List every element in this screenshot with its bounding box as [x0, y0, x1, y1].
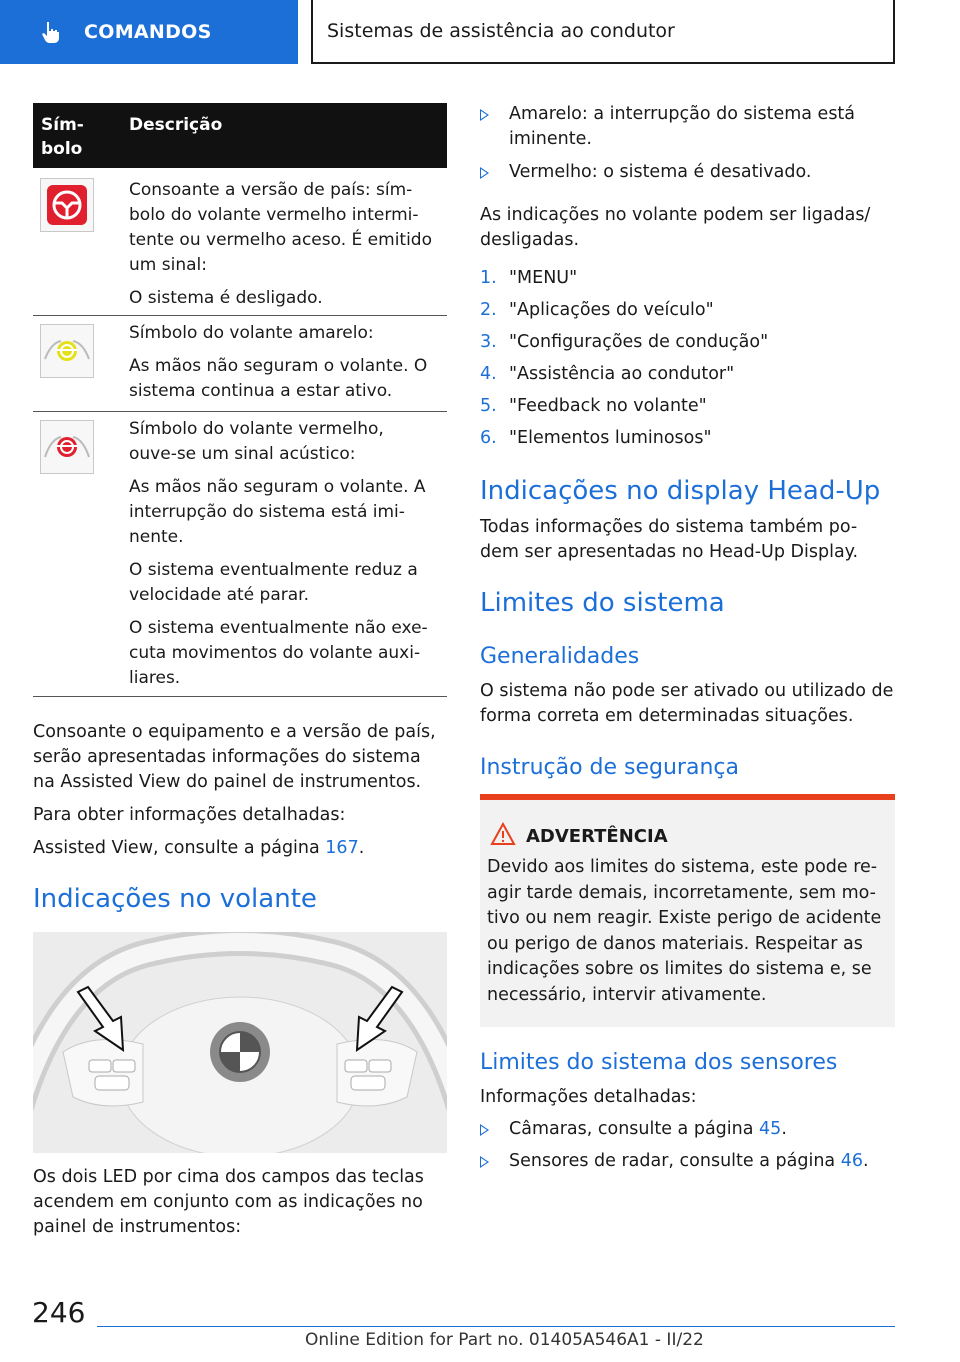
paragraph-reference: [33, 836, 453, 861]
bullet-radar-text: Sensores de radar, consulte a página: [509, 1151, 841, 1171]
page-link-167[interactable]: 167: [325, 838, 359, 858]
paragraph: Todas informações do sistema também po- dem ser apresentadas no Head-Up Display.: [480, 517, 859, 562]
bullet-triangle-icon: [480, 1124, 489, 1136]
warning-title: ADVERTÊNCIA: [526, 826, 668, 847]
row-text: Consoante a versão de país: sím- bolo do volante vermelho intermi- tente ou vermelho aceso. É emitido um sinal:: [129, 180, 432, 275]
step-number: 1.: [480, 268, 497, 288]
heading-hud: Indicações no display Head-Up: [480, 476, 881, 506]
row-description: [129, 178, 447, 319]
step-text: "Configurações de condução": [509, 332, 769, 352]
list-item: [480, 102, 897, 152]
row-text: Símbolo do volante vermelho, ouve-se um sinal acústico:: [129, 419, 384, 464]
bullet-text: Vermelho: o sistema é desativado.: [509, 162, 812, 182]
bullet-triangle-icon: [480, 167, 489, 179]
col-symbol: Sím- bolo: [41, 115, 84, 159]
reference-text: Assisted View, consulte a página: [33, 838, 326, 858]
step-number: 4.: [480, 364, 497, 384]
page-number: 246: [32, 1296, 86, 1329]
step-item: [480, 298, 897, 323]
paragraph: As indicações no volante podem ser ligadas/ desligadas.: [480, 205, 871, 250]
heading-safety: Instrução de segurança: [480, 755, 739, 780]
period: .: [863, 1151, 869, 1171]
heading-wheel-indications: Indicações no volante: [33, 884, 317, 914]
step-number: 6.: [480, 428, 497, 448]
period: .: [358, 838, 365, 858]
leds-text: [33, 1165, 453, 1240]
step-item: [480, 330, 897, 355]
section-tab: [0, 0, 298, 64]
row-text: As mãos não seguram o volante. O sistema continua a estar ativo.: [129, 356, 428, 401]
row-text: O sistema é desligado.: [129, 288, 323, 308]
row-description: [129, 321, 447, 412]
steering-wheel-yellow-icon: [40, 324, 94, 378]
bullet-cam-text: Câmaras, consulte a página: [509, 1119, 760, 1139]
chapter-title: Sistemas de assistência ao condutor: [327, 20, 675, 42]
section-tab-label: COMANDOS: [84, 21, 212, 43]
steering-wheel-red-icon: [40, 178, 94, 232]
step-item: [480, 362, 897, 387]
warning-body: Devido aos limites do sistema, este pode re- agir tarde demais, incorretamente, sem mo- tivo ou nem reagir. Existe perigo de acidente ou perigo de danos materiais. Respeitar as indicações sobre os limites do sistema e, se necessário, intervir ativamente.: [487, 857, 882, 1005]
bullet-triangle-icon: [480, 1156, 489, 1168]
steering-wheel-leds-photo: [33, 932, 447, 1153]
step-number: 2.: [480, 300, 497, 320]
step-text: "Aplicações do veículo": [509, 300, 714, 320]
symbol-table-header: [33, 103, 447, 168]
step-text: "MENU": [509, 268, 578, 288]
list-item: [480, 1149, 897, 1174]
step-item: [480, 266, 897, 291]
step-text: "Elementos luminosos": [509, 428, 712, 448]
assisted-view-text: [33, 720, 453, 861]
bullet-triangle-icon: [480, 109, 489, 121]
heading-system-limits: Limites do sistema: [480, 588, 725, 618]
sensor-info-text: [480, 1085, 900, 1110]
hud-text: [480, 515, 900, 565]
period: .: [781, 1119, 787, 1139]
heading-general: Generalidades: [480, 644, 640, 669]
led-toggle-text: [480, 203, 900, 253]
general-text: [480, 679, 900, 729]
bullet-text: Amarelo: a interrupção do sistema está iminente.: [509, 104, 856, 149]
heading-sensor-limits: Limites do sistema dos sensores: [480, 1050, 838, 1075]
step-text: "Assistência ao condutor": [509, 364, 735, 384]
page-link-45[interactable]: 45: [759, 1119, 782, 1139]
step-item: [480, 426, 897, 451]
row-text: Símbolo do volante amarelo:: [129, 323, 374, 343]
paragraph: Os dois LED por cima dos campos das teclas acendem em conjunto com as indicações no painel de instrumentos:: [33, 1167, 424, 1237]
row-text: As mãos não seguram o volante. A interrupção do sistema está imi- nente.: [129, 477, 426, 547]
footer-edition: Online Edition for Part no. 01405A546A1 - II/22: [305, 1330, 704, 1350]
paragraph: Consoante o equipamento e a versão de país, serão apresentadas informações do sistema na Assisted View do painel de instrumentos.: [33, 722, 436, 792]
row-description: [129, 417, 447, 699]
step-text: "Feedback no volante": [509, 396, 707, 416]
warning-triangle-icon: [490, 822, 516, 846]
footer-divider: [97, 1326, 895, 1327]
warning-box: [480, 794, 895, 1027]
step-item: [480, 394, 897, 419]
table-row: [33, 411, 447, 697]
page-link-46[interactable]: 46: [840, 1151, 863, 1171]
hand-pointer-icon: [38, 18, 66, 46]
list-item: [480, 1117, 897, 1142]
step-number: 3.: [480, 332, 497, 352]
steering-wheel-red-hands-icon: [40, 420, 94, 474]
table-row: [33, 168, 447, 316]
paragraph: O sistema não pode ser ativado ou utilizado de forma correta em determinadas situações.: [480, 681, 894, 726]
list-item: [480, 160, 897, 185]
paragraph: Informações detalhadas:: [480, 1087, 697, 1107]
bullet-text: [509, 1149, 897, 1174]
row-text: O sistema eventualmente reduz a velocidade até parar.: [129, 560, 418, 605]
step-number: 5.: [480, 396, 497, 416]
col-description: Descrição: [129, 115, 223, 135]
chapter-title-box: [311, 0, 895, 64]
bullet-text: [509, 1117, 897, 1142]
row-text: O sistema eventualmente não exe- cuta movimentos do volante auxi- liares.: [129, 618, 428, 688]
paragraph: Para obter informações detalhadas:: [33, 805, 346, 825]
table-row: [33, 315, 447, 412]
